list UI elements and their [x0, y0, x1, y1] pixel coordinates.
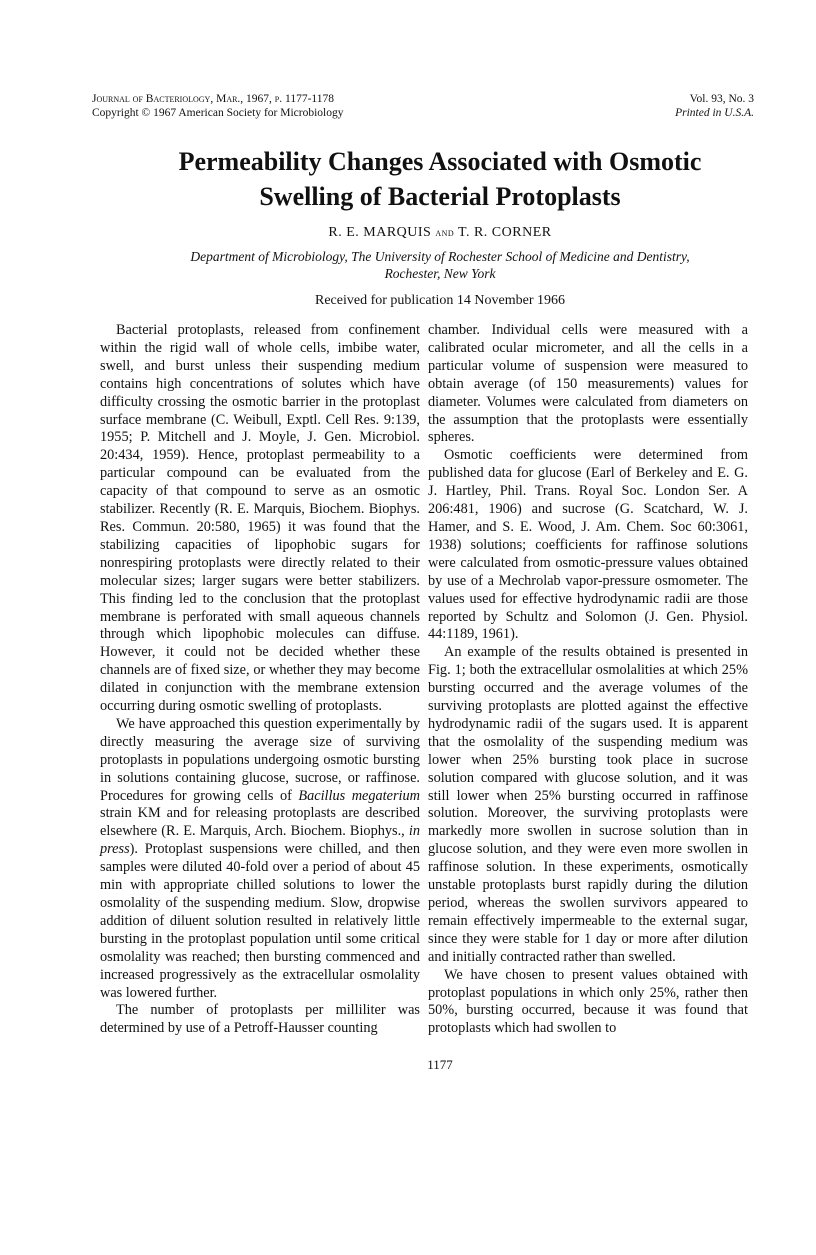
- author-1: R. E. MARQUIS: [328, 225, 432, 240]
- author-list: [60, 225, 816, 241]
- copyright-line: Copyright © 1967 American Society for Microbiology: [92, 107, 344, 119]
- paragraph-osmotic-coefficients: Osmotic coefficients were determined from published data for glucose (Earl of Berkeley and E. G. J. Hartley, Phil. Trans. Royal Soc. London Ser. A 206:481, 1906) and sucrose (G. Scatchard, W. J. Hamer, and S. E. Wood, J. Am. Chem. Soc 60:3061, 1938) solutions; coefficients for raffinose solutions were calculated from osmotic-pressure values obtained by use of a Mechrolab vapor-pressure osmometer. The values used for effective hydrodynamic radii are those reported by Schultz and Solomon (J. Gen. Physiol. 44:1189, 1961).: [428, 447, 748, 643]
- article-title: [60, 144, 816, 214]
- in-press-note: in press: [100, 823, 420, 858]
- paragraph-introduction: Bacterial protoplasts, released from confinement within the rigid wall of whole cells, imbibe water, swell, and burst unless their suspending medium contains high concentrations of solutes which have difficulty crossing the osmotic barrier in the protoplast surface membrane (C. Weibull, Exptl. Cell Res. 9:139, 1955; P. Mitchell and J. Moyle, J. Gen. Microbiol. 20:434, 1959). Hence, protoplast permeability to a particular compound can be evaluated from the capacity of that compound to serve as an osmotic stabilizer. Recently (R. E. Marquis, Biochem. Biophys. Res. Commun. 20:580, 1965) it was found that the stabilizing capacities of lipophobic sugars for nonrespiring protoplasts were directly related to their molecular sizes; larger sugars were better stabilizers. This finding led to the conclusion that the protoplast membrane is perforated with small aqueous channels through which lipophobic molecules can diffuse. However, it could not be decided whether these channels are of fixed size, or whether they may become dilated in conjunction with the membrane extension occurring during osmotic swelling of protoplasts.: [100, 322, 420, 715]
- text-segment: ). Protoplast suspensions were chilled, and then samples were diluted 40-fold over a period of about 45 min with appropriate chilled solutions to lower the osmolality of the suspending medium. Slow, dropwise addition of diluent solution resulted in relatively little bursting in the protoplast population until some critical osmolality was reached; then bursting commenced and increased progressively as the extracellular osmolality was lowered further.: [100, 841, 420, 1001]
- affiliation: [110, 248, 770, 282]
- page-number: 1177: [427, 1057, 453, 1072]
- received-date: Received for publication 14 November 1966: [315, 293, 565, 308]
- paragraph-approach: [100, 716, 420, 1003]
- affiliation-line-2: Rochester, New York: [384, 266, 496, 281]
- volume-issue: Vol. 93, No. 3: [689, 93, 754, 105]
- organism-name: Bacillus megaterium: [298, 787, 420, 804]
- journal-citation: Journal of Bacteriology, Mar., 1967, p. 1177-1178: [92, 93, 334, 105]
- author-2: T. R. CORNER: [457, 225, 552, 240]
- title-line-2: Swelling of Bacterial Protoplasts: [259, 182, 621, 211]
- title-line-1: Permeability Changes Associated with Osmotic: [178, 147, 702, 176]
- right-column: [428, 322, 748, 1038]
- journal-header: [92, 92, 343, 120]
- volume-header: [675, 92, 754, 120]
- text-segment: strain KM and for releasing protoplasts are described elsewhere (R. E. Marquis, Arch. Biochem. Biophys.,: [100, 805, 420, 840]
- paragraph-bursting-choice: We have chosen to present values obtained with protoplast populations in which only 25%, rather then 50%, bursting occurred, because it was found that protoplasts which had swollen to: [428, 966, 748, 1037]
- paragraph-counting-continued: chamber. Individual cells were measured with a calibrated ocular micrometer, and all the cells in a particular volume of suspension were measured to obtain average (of 150 measurements) values for diameter. Volumes were calculated from diameters on the assumption that the protoplasts were essentially spheres.: [428, 322, 748, 446]
- text-segment: We have approached this question experimentally by directly measuring the average size of surviving protoplasts in populations undergoing osmotic bursting in solutions containing glucose, sucrose, or raffinose. Procedures for growing cells of: [100, 715, 420, 804]
- author-conjunction: and: [435, 225, 455, 239]
- printed-in: Printed in U.S.A.: [675, 107, 754, 119]
- affiliation-line-1: Department of Microbiology, The University of Rochester School of Medicine and Dentistry,: [190, 249, 690, 264]
- left-column: [100, 322, 420, 1038]
- paragraph-results: An example of the results obtained is presented in Fig. 1; both the extracellular osmolalities at which 25% bursting occurred and the average volumes of the surviving protoplasts are plotted against the effective hydrodynamic radii of the sugars used. It is apparent that the osmolality of the suspending medium was lower when 25% bursting took place in sucrose solution compared with glucose solution, and it was still lower when 25% bursting occurred in raffinose solution. Moreover, the surviving protoplasts were markedly more swollen in sucrose solution than in glucose solution, and they were even more swollen in raffinose solution. In these experiments, osmotically unstable protoplasts burst rapidly during the dilution period, whereas the swollen survivors appeared to remain effectively impermeable to the external sugar, since they were stable for 1 day or more after dilution and initially contracted rather than swelled.: [428, 644, 748, 965]
- paragraph-counting: The number of protoplasts per milliliter was determined by use of a Petroff-Hausser counting: [100, 1002, 420, 1037]
